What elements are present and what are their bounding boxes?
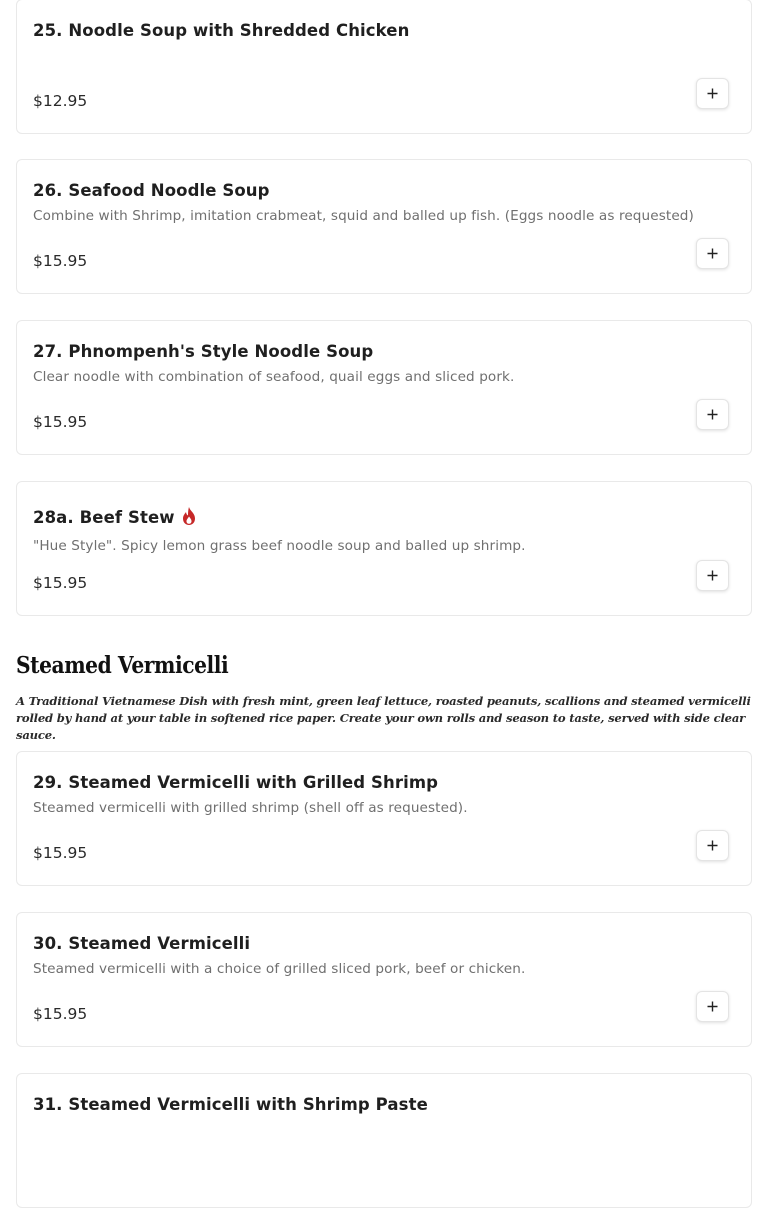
add-to-cart-button[interactable] — [696, 991, 729, 1022]
menu-item-card[interactable] — [16, 1073, 752, 1208]
menu-item-card[interactable] — [16, 912, 752, 1047]
plus-icon — [707, 840, 718, 851]
item-description: "Hue Style". Spicy lemon grass beef noodle soup and balled up shrimp. — [33, 538, 526, 554]
add-to-cart-button[interactable] — [696, 560, 729, 591]
section-description: A Traditional Vietnamese Dish with fresh mint, green leaf lettuce, roasted peanuts, scallions and steamed vermicelli rolled by hand at your table in softened rice paper. Create your own rolls and season to taste, served with side clear sauce. — [16, 694, 751, 742]
item-title: 25. Noodle Soup with Shredded Chicken — [33, 21, 410, 40]
add-to-cart-button[interactable] — [696, 238, 729, 269]
item-description: Clear noodle with combination of seafood, quail eggs and sliced pork. — [33, 369, 515, 385]
item-title: 28a. Beef Stew — [33, 508, 175, 527]
menu-item-card[interactable] — [16, 159, 752, 294]
item-title: 27. Phnompenh's Style Noodle Soup — [33, 342, 374, 361]
section-title: Steamed Vermicelli — [16, 652, 229, 679]
menu-item-card[interactable] — [16, 0, 752, 134]
plus-icon — [707, 248, 718, 259]
item-title: 31. Steamed Vermicelli with Shrimp Paste — [33, 1095, 428, 1114]
item-price: $12.95 — [33, 92, 88, 110]
plus-icon — [707, 409, 718, 420]
item-price: $15.95 — [33, 413, 88, 431]
item-price: $15.95 — [33, 844, 88, 862]
add-to-cart-button[interactable] — [696, 399, 729, 430]
item-title: 30. Steamed Vermicelli — [33, 934, 251, 953]
plus-icon — [707, 570, 718, 581]
menu-item-card[interactable] — [16, 481, 752, 616]
menu-item-card[interactable] — [16, 320, 752, 455]
plus-icon — [707, 88, 718, 99]
item-price: $15.95 — [33, 252, 88, 270]
menu-item-card[interactable] — [16, 751, 752, 886]
item-title: 26. Seafood Noodle Soup — [33, 181, 270, 200]
item-title: 29. Steamed Vermicelli with Grilled Shrimp — [33, 773, 439, 792]
item-description: Steamed vermicelli with grilled shrimp (shell off as requested). — [33, 800, 468, 816]
add-to-cart-button[interactable] — [696, 78, 729, 109]
item-price: $15.95 — [33, 574, 88, 592]
item-description: Steamed vermicelli with a choice of grilled sliced pork, beef or chicken. — [33, 961, 526, 977]
item-title-row — [33, 506, 197, 530]
flame-icon — [181, 506, 197, 530]
item-price: $15.95 — [33, 1005, 88, 1023]
plus-icon — [707, 1001, 718, 1012]
add-to-cart-button[interactable] — [696, 830, 729, 861]
item-description: Combine with Shrimp, imitation crabmeat, squid and balled up fish. (Eggs noodle as requested) — [33, 208, 694, 224]
